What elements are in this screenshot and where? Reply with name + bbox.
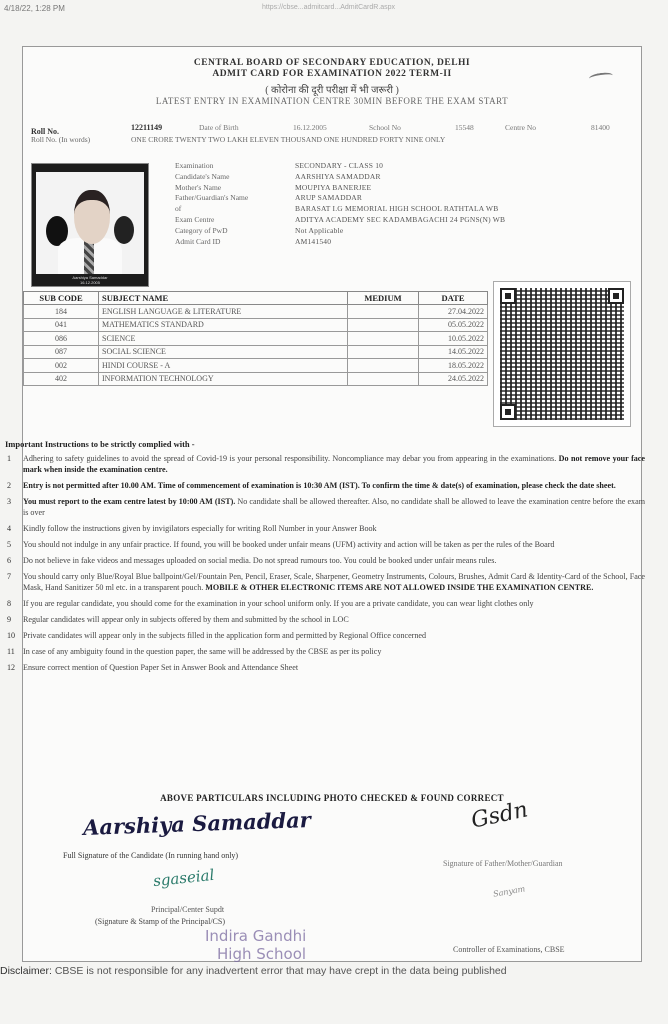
qr-code bbox=[493, 281, 631, 427]
subject-name: HINDI COURSE - A bbox=[99, 359, 348, 373]
subject-code: 087 bbox=[24, 345, 99, 359]
instruction-number: 8 bbox=[7, 599, 12, 608]
instruction-number: 9 bbox=[7, 615, 12, 624]
candidate-signature-label: Full Signature of the Candidate (In running hand only) bbox=[63, 851, 239, 860]
subject-name: MATHEMATICS STANDARD bbox=[99, 318, 348, 332]
subject-date: 24.05.2022 bbox=[419, 372, 488, 386]
instruction-bold-text: MOBILE & OTHER ELECTRONIC ITEMS ARE NOT ALLOWED INSIDE THE EXAMINATION CENTRE. bbox=[205, 583, 594, 592]
subject-medium bbox=[348, 359, 419, 373]
subject-date: 18.05.2022 bbox=[419, 359, 488, 373]
roll-words-label: Roll No. (In words) bbox=[31, 135, 91, 144]
hindi-slogan: ( कोरोना की दूरी परीक्षा में भी जरूरी ) bbox=[265, 85, 399, 96]
candidate-signature: Aarshiya Samaddar bbox=[82, 807, 312, 840]
instruction-text: Ensure correct mention of Question Paper Set in Answer Book and Attendance Sheet bbox=[23, 663, 299, 672]
subject-medium bbox=[348, 372, 419, 386]
instruction-item bbox=[5, 571, 645, 593]
subject-medium bbox=[348, 332, 419, 346]
dob-value: 16.12.2005 bbox=[293, 123, 327, 132]
instruction-text: Regular candidates will appear only in subjects offered by them and submitted by the school in LOC bbox=[23, 615, 349, 624]
subject-code: 002 bbox=[24, 359, 99, 373]
instruction-number: 10 bbox=[7, 631, 16, 640]
roll-words-value: ONE CRORE TWENTY TWO LAKH ELEVEN THOUSAND ONE HUNDRED FORTY NINE ONLY bbox=[131, 135, 446, 144]
instruction-number: 4 bbox=[7, 524, 12, 533]
instruction-item bbox=[5, 646, 645, 657]
header-sub-code: SUB CODE bbox=[24, 292, 99, 305]
instruction-text: Private candidates will appear only in the subjects filled in the application form and permitted by Regional Office concerned bbox=[23, 631, 427, 640]
instruction-item bbox=[5, 614, 645, 625]
board-title: CENTRAL BOARD OF SECONDARY EDUCATION, DELHI bbox=[193, 58, 471, 68]
instruction-text: Adhering to safety guidelines to avoid the spread of Covid-19 is your personal responsibility. Noncompliance may debar you from appearing in the examinations. bbox=[23, 454, 559, 463]
instruction-item bbox=[5, 539, 645, 550]
centre-no-label: Centre No bbox=[505, 123, 537, 132]
instruction-number: 12 bbox=[7, 663, 16, 672]
admit-card-title: ADMIT CARD FOR EXAMINATION 2022 TERM-II bbox=[212, 69, 452, 79]
subject-date: 14.05.2022 bbox=[419, 345, 488, 359]
instruction-text: No candidate shall be allowed thereafter. Also, no candidate shall be allowed to leave the examination centre before the exam is over bbox=[23, 497, 645, 517]
dob-label: Date of Birth bbox=[199, 123, 239, 132]
disclaimer bbox=[0, 965, 668, 977]
instruction-bold-text: Entry is not permitted after 10.00 AM. Time of commencement of examination is 10:30 AM (IST). To confirm the time & date(s) of examination, please check the date sheet. bbox=[23, 481, 616, 490]
instructions bbox=[5, 439, 645, 678]
school-stamp-line1: Indira Gandhi bbox=[205, 927, 307, 945]
candidate-photo bbox=[31, 163, 149, 287]
verification-statement: ABOVE PARTICULARS INCLUDING PHOTO CHECKED & FOUND CORRECT bbox=[160, 793, 504, 803]
subject-code: 184 bbox=[24, 305, 99, 319]
instruction-number: 2 bbox=[7, 481, 12, 490]
subject-code: 086 bbox=[24, 332, 99, 346]
subject-date: 05.05.2022 bbox=[419, 318, 488, 332]
instruction-number: 6 bbox=[7, 556, 12, 565]
disclaimer-text: CBSE is not responsible for any inadvertent error that may have crept in the data being published bbox=[54, 965, 507, 977]
browser-url: https://cbse...admitcard...AdmitCardR.aspx bbox=[262, 4, 396, 11]
header-subject-name: SUBJECT NAME bbox=[99, 292, 348, 305]
subject-name: SCIENCE bbox=[99, 332, 348, 346]
instructions-title: Important Instructions to be strictly complied with - bbox=[5, 439, 195, 449]
subject-name: SOCIAL SCIENCE bbox=[99, 345, 348, 359]
header-medium: MEDIUM bbox=[348, 292, 419, 305]
instruction-number: 7 bbox=[7, 572, 12, 581]
subject-medium bbox=[348, 345, 419, 359]
guardian-signature: Gsdn bbox=[469, 797, 531, 834]
qr-finder-icon bbox=[608, 288, 624, 304]
instruction-item bbox=[5, 453, 645, 475]
subject-date: 10.05.2022 bbox=[419, 332, 488, 346]
instruction-item bbox=[5, 662, 645, 673]
subject-medium bbox=[348, 318, 419, 332]
subject-code: 041 bbox=[24, 318, 99, 332]
subject-code: 402 bbox=[24, 372, 99, 386]
principal-stamp-label: (Signature & Stamp of the Principal/CS) bbox=[95, 917, 225, 926]
browser-timestamp: 4/18/22, 1:28 PM bbox=[4, 4, 65, 13]
roll-label: Roll No. bbox=[31, 127, 59, 136]
table-row bbox=[24, 318, 488, 332]
principal-label: Principal/Center Supdt bbox=[151, 905, 225, 914]
photo-caption: Aarshiya Samaddar 16.12.2005 bbox=[72, 275, 108, 285]
principal-signature: sgaseial bbox=[152, 865, 216, 891]
subject-medium bbox=[348, 305, 419, 319]
table-row bbox=[24, 332, 488, 346]
instruction-text: You should not indulge in any unfair practice. If found, you will be booked under unfair means (UFM) activity and action will be taken as per the rules of the Board bbox=[23, 540, 555, 549]
instruction-item bbox=[5, 598, 645, 609]
subject-date: 27.04.2022 bbox=[419, 305, 488, 319]
table-row bbox=[24, 345, 488, 359]
guardian-signature-label: Signature of Father/Mother/Guardian bbox=[443, 859, 563, 868]
instruction-item bbox=[5, 496, 645, 518]
controller-label: Controller of Examinations, CBSE bbox=[453, 945, 565, 954]
instruction-text: In case of any ambiguity found in the question paper, the same will be addressed by the CBSE as per its policy bbox=[23, 647, 382, 656]
school-no-value: 15548 bbox=[455, 123, 474, 132]
instruction-number: 1 bbox=[7, 454, 12, 463]
instruction-text: Do not believe in fake videos and messages uploaded on social media. Do not spread rumours too. You could be booked under unfair means rules. bbox=[23, 556, 497, 565]
table-row bbox=[24, 372, 488, 386]
admit-card: CENTRAL BOARD OF SECONDARY EDUCATION, DELHI ADMIT CARD FOR EXAMINATION 2022 TERM-II ( कोरोना की दूरी परीक्षा में भी जरूरी ) LATEST ENTRY IN EXAMINATION CENTRE 30MIN BEFORE THE EXAM START Roll No. 12211149 Date of Birth 16.12.2005 School No 15548 Centre No 81400 Roll No. (In words) ONE CRORE TWENTY TWO LAKH ELEVEN THOUSAND ONE HUNDRED FORTY NINE ONLY Aarshiya Samaddar 16.12.2005 Examination SECONDARY - CLASS 10 Candidate's Name AARSHIYA SAMADDAR Mother's Name MOUPIYA BANERJEE Father/Guardian's Name ARUP SAMADDAR of BARASAT I.G MEMORIAL HIGH SCHOOL RATHTALA WB Exam Centre ADITYA ACADEMY SEC KADAMBAGACHI 24 PGNS(N) WB Category of PwD Not Applicable Admit Card ID AM141540 SUB CODE SUBJECT NAME MEDIUM DATE 184 ENGLISH LANGUAGE & LITERATURE 27.04.2022 041 MATHEMATICS STANDARD 05.05.2022 086 SCIENCE 10.05.2022 087 SOCIAL SCIENCE 14.05.2022 002 HINDI COURSE - A 18.05.2022 402 INFORMATION TECHNOLOGY 24.05.2022 Important Instructions to be strictly complied with - 1 Adhering to safety guidelines to avoid the spread of Covid-19 is your personal responsibility. Noncompliance may debar you from appearing in the examinations. Do not remove your face mark when inside the examination centre. 2 Entry is not permitted after 10.00 AM. Time of commencement of examination is 10:30 AM (IST). To confirm the time & date(s) of examination, please check the date sheet. 3 You must report to the exam centre latest by 10:00 AM (IST). No candidate shall be allowed thereafter. Also, no candidate shall be allowed to leave the examination centre before the exam is over 4 Kindly follow the instructions given by invigilators especially for writing Roll Number in your Answer Book 5 You should not indulge in any unfair practice. If found, you will be booked under unfair means (UFM) activity and action will be taken as per the rules of the Board 6 Do not believe in fake videos and messages uploaded on social media. Do not spread rumours too. You could be booked under unfair means rules. 7 You should carry only Blue/Royal Blue ballpoint/Gel/Fountain Pen, Pencil, Eraser, Scale, Sharpener, Geometry Instruments, Colours, Brushes, Admit Card & Identity-Card of the School, Face Mask, Hand Sanitizer 50 ml etc. in a transparent pouch. MOBILE & OTHER ELECTRONIC ITEMS ARE NOT ALLOWED INSIDE THE EXAMINATION CENTRE. 8 If you are regular candidate, you should come for the examination in your school uniform only. If you are a private candidate, you can wear light clothes only 9 Regular candidates will appear only in subjects offered by them and submitted by the school in LOC 10 Private candidates will appear only in the subjects filled in the application form and permitted by Regional Office concerned 11 In case of any ambiguity found in the question paper, the same will be addressed by the CBSE as per its policy 12 Ensure correct mention of Question Paper Set in Answer Book and Attendance Sheet ABOVE PARTICULARS INCLUDING PHOTO CHECKED & FOUND CORRECT Aarshiya Samaddar Gsdn sgaseial Sanyam Full Signature of the Candidate (In running hand only) Signature of Father/Mother/Guardian Principal/Center Supdt (Signature & Stamp of the Principal/CS) Indira Gandhi High School Controller of Examinations, CBSE bbox=[22, 46, 642, 962]
school-no-label: School No bbox=[369, 123, 401, 132]
instruction-item bbox=[5, 480, 645, 491]
qr-finder-icon bbox=[500, 404, 516, 420]
entry-notice: LATEST ENTRY IN EXAMINATION CENTRE 30MIN BEFORE THE EXAM START bbox=[155, 96, 509, 106]
controller-signature: Sanyam bbox=[492, 884, 526, 899]
instruction-bold-text: Do not remove your face mark when inside the examination centre. bbox=[23, 454, 645, 474]
table-row bbox=[24, 359, 488, 373]
disclaimer-prefix: Disclaimer: bbox=[0, 965, 52, 977]
instruction-text: You should carry only Blue/Royal Blue ballpoint/Gel/Fountain Pen, Pencil, Eraser, Scale, Sharpener, Geometry Instruments, Colours, Brushes, Admit Card & Identity-Card of the School, Face Mask, Hand Sanitizer 50 ml etc. in a transparent pouch. bbox=[23, 572, 645, 592]
instruction-bold-text: You must report to the exam centre latest by 10:00 AM (IST). bbox=[23, 497, 236, 506]
instruction-item bbox=[5, 555, 645, 566]
header-date: DATE bbox=[419, 292, 488, 305]
instruction-item bbox=[5, 630, 645, 641]
instruction-number: 11 bbox=[7, 647, 15, 656]
subjects-table bbox=[23, 291, 488, 386]
instruction-text: If you are regular candidate, you should come for the examination in your school uniform only. If you are a private candidate, you can wear light clothes only bbox=[23, 599, 534, 608]
qr-finder-icon bbox=[500, 288, 516, 304]
instruction-text: Kindly follow the instructions given by invigilators especially for writing Roll Number in your Answer Book bbox=[23, 524, 377, 533]
subject-name: ENGLISH LANGUAGE & LITERATURE bbox=[99, 305, 348, 319]
subject-name: INFORMATION TECHNOLOGY bbox=[99, 372, 348, 386]
school-stamp-line2: High School bbox=[217, 945, 307, 963]
instruction-number: 3 bbox=[7, 497, 12, 506]
roll-value: 12211149 bbox=[131, 123, 163, 132]
table-row bbox=[24, 305, 488, 319]
instruction-item bbox=[5, 523, 645, 534]
instruction-number: 5 bbox=[7, 540, 12, 549]
centre-no-value: 81400 bbox=[591, 123, 610, 132]
